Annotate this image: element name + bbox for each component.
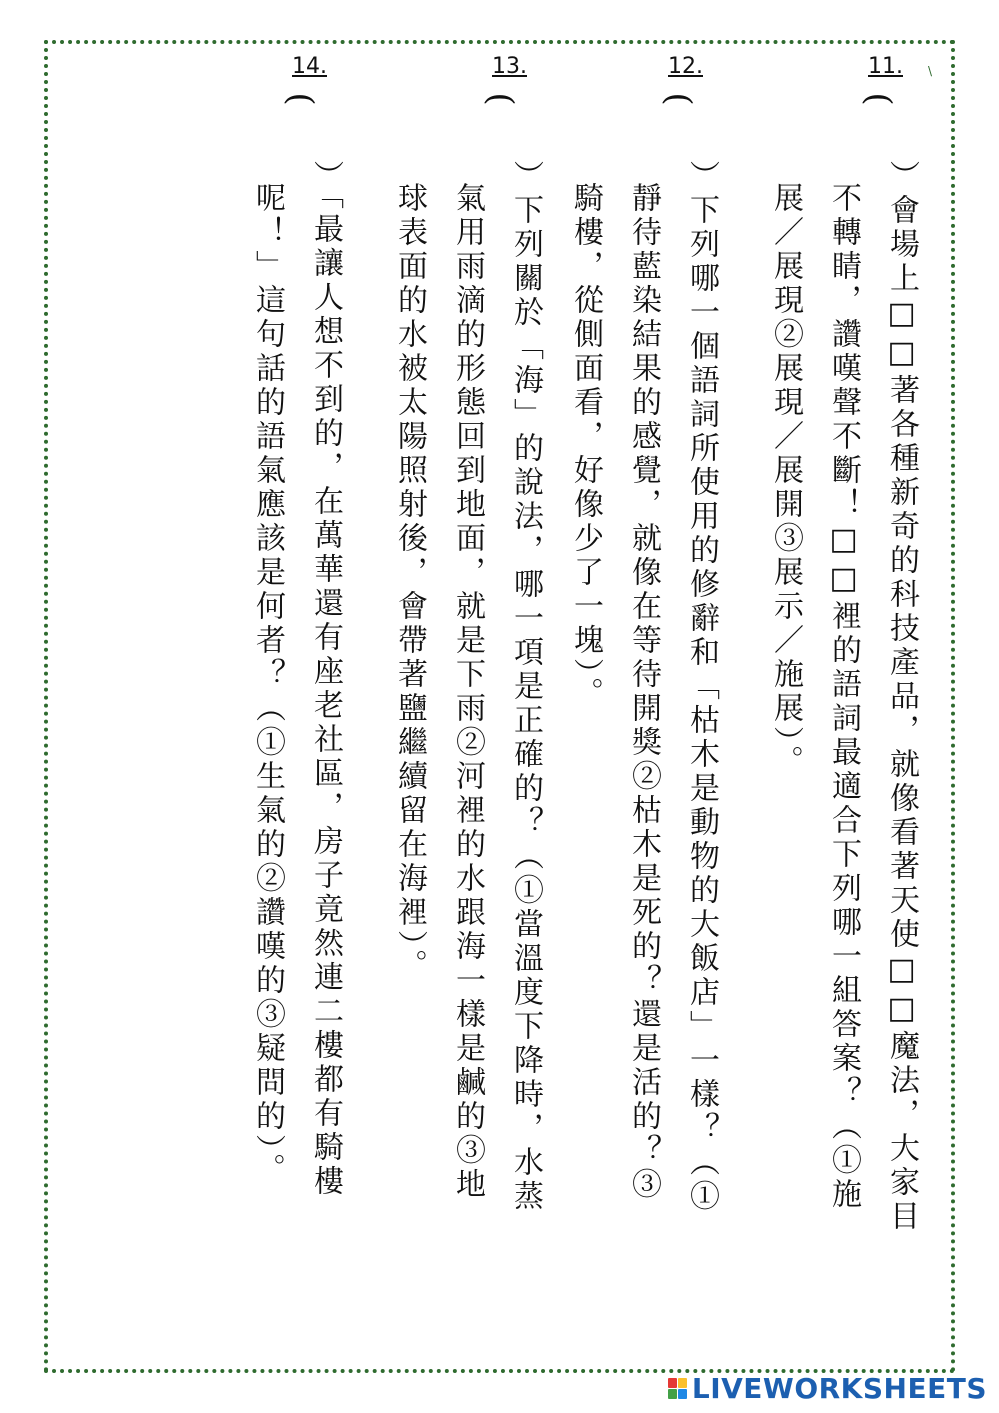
question-number: 14. [292,54,327,79]
question-line: 騎樓，從側面看，好像少了一塊）。 [568,182,603,711]
question-line: ）下列哪一個語詞所使用的修辭和「枯木是動物的大飯店」一樣？（① [684,160,719,1214]
answer-paren-open: ( [658,92,699,106]
answer-paren-open: ( [480,92,521,106]
brand-text: LIVEWORKSHEETS [691,1372,987,1405]
question-line: 不轉睛，讚嘆聲不斷！□□裡的語詞最適合下列哪一組答案？（①施 [826,182,861,1212]
logo-icon [668,1378,688,1400]
question-line: 氣用雨滴的形態回到地面，就是下雨②河裡的水跟海一樣是鹹的③地 [450,182,485,1202]
answer-paren-open: ( [858,92,899,106]
question-line: ）會場上□□著各種新奇的科技產品，就像看著天使□□魔法，大家目 [884,160,919,1234]
liveworksheets-logo [668,1372,987,1405]
question-line: 展／展現②展現／展開③展示／施展）。 [768,182,803,779]
question-number: 11. [868,54,903,79]
answer-paren-open: ( [280,92,321,106]
question-number: 12. [668,54,703,79]
question-line: 靜待藍染結果的感覺，就像在等待開獎②枯木是死的？還是活的？③ [626,182,661,1202]
question-line: ）「最讓人想不到的，在萬華還有座老社區，房子竟然連二樓都有騎樓 [308,160,343,1199]
question-line: ）下列關於「海」的說法，哪一項是正確的？（①當溫度下降時，水蒸 [508,160,543,1214]
question-line: 呢！」這句話的語氣應該是何者？（①生氣的②讚嘆的③疑問的）。 [250,182,285,1187]
corner-mark: \ [928,64,933,78]
question-line: 球表面的水被太陽照射後，會帶著鹽繼續留在海裡）。 [392,182,427,983]
question-number: 13. [492,54,527,79]
